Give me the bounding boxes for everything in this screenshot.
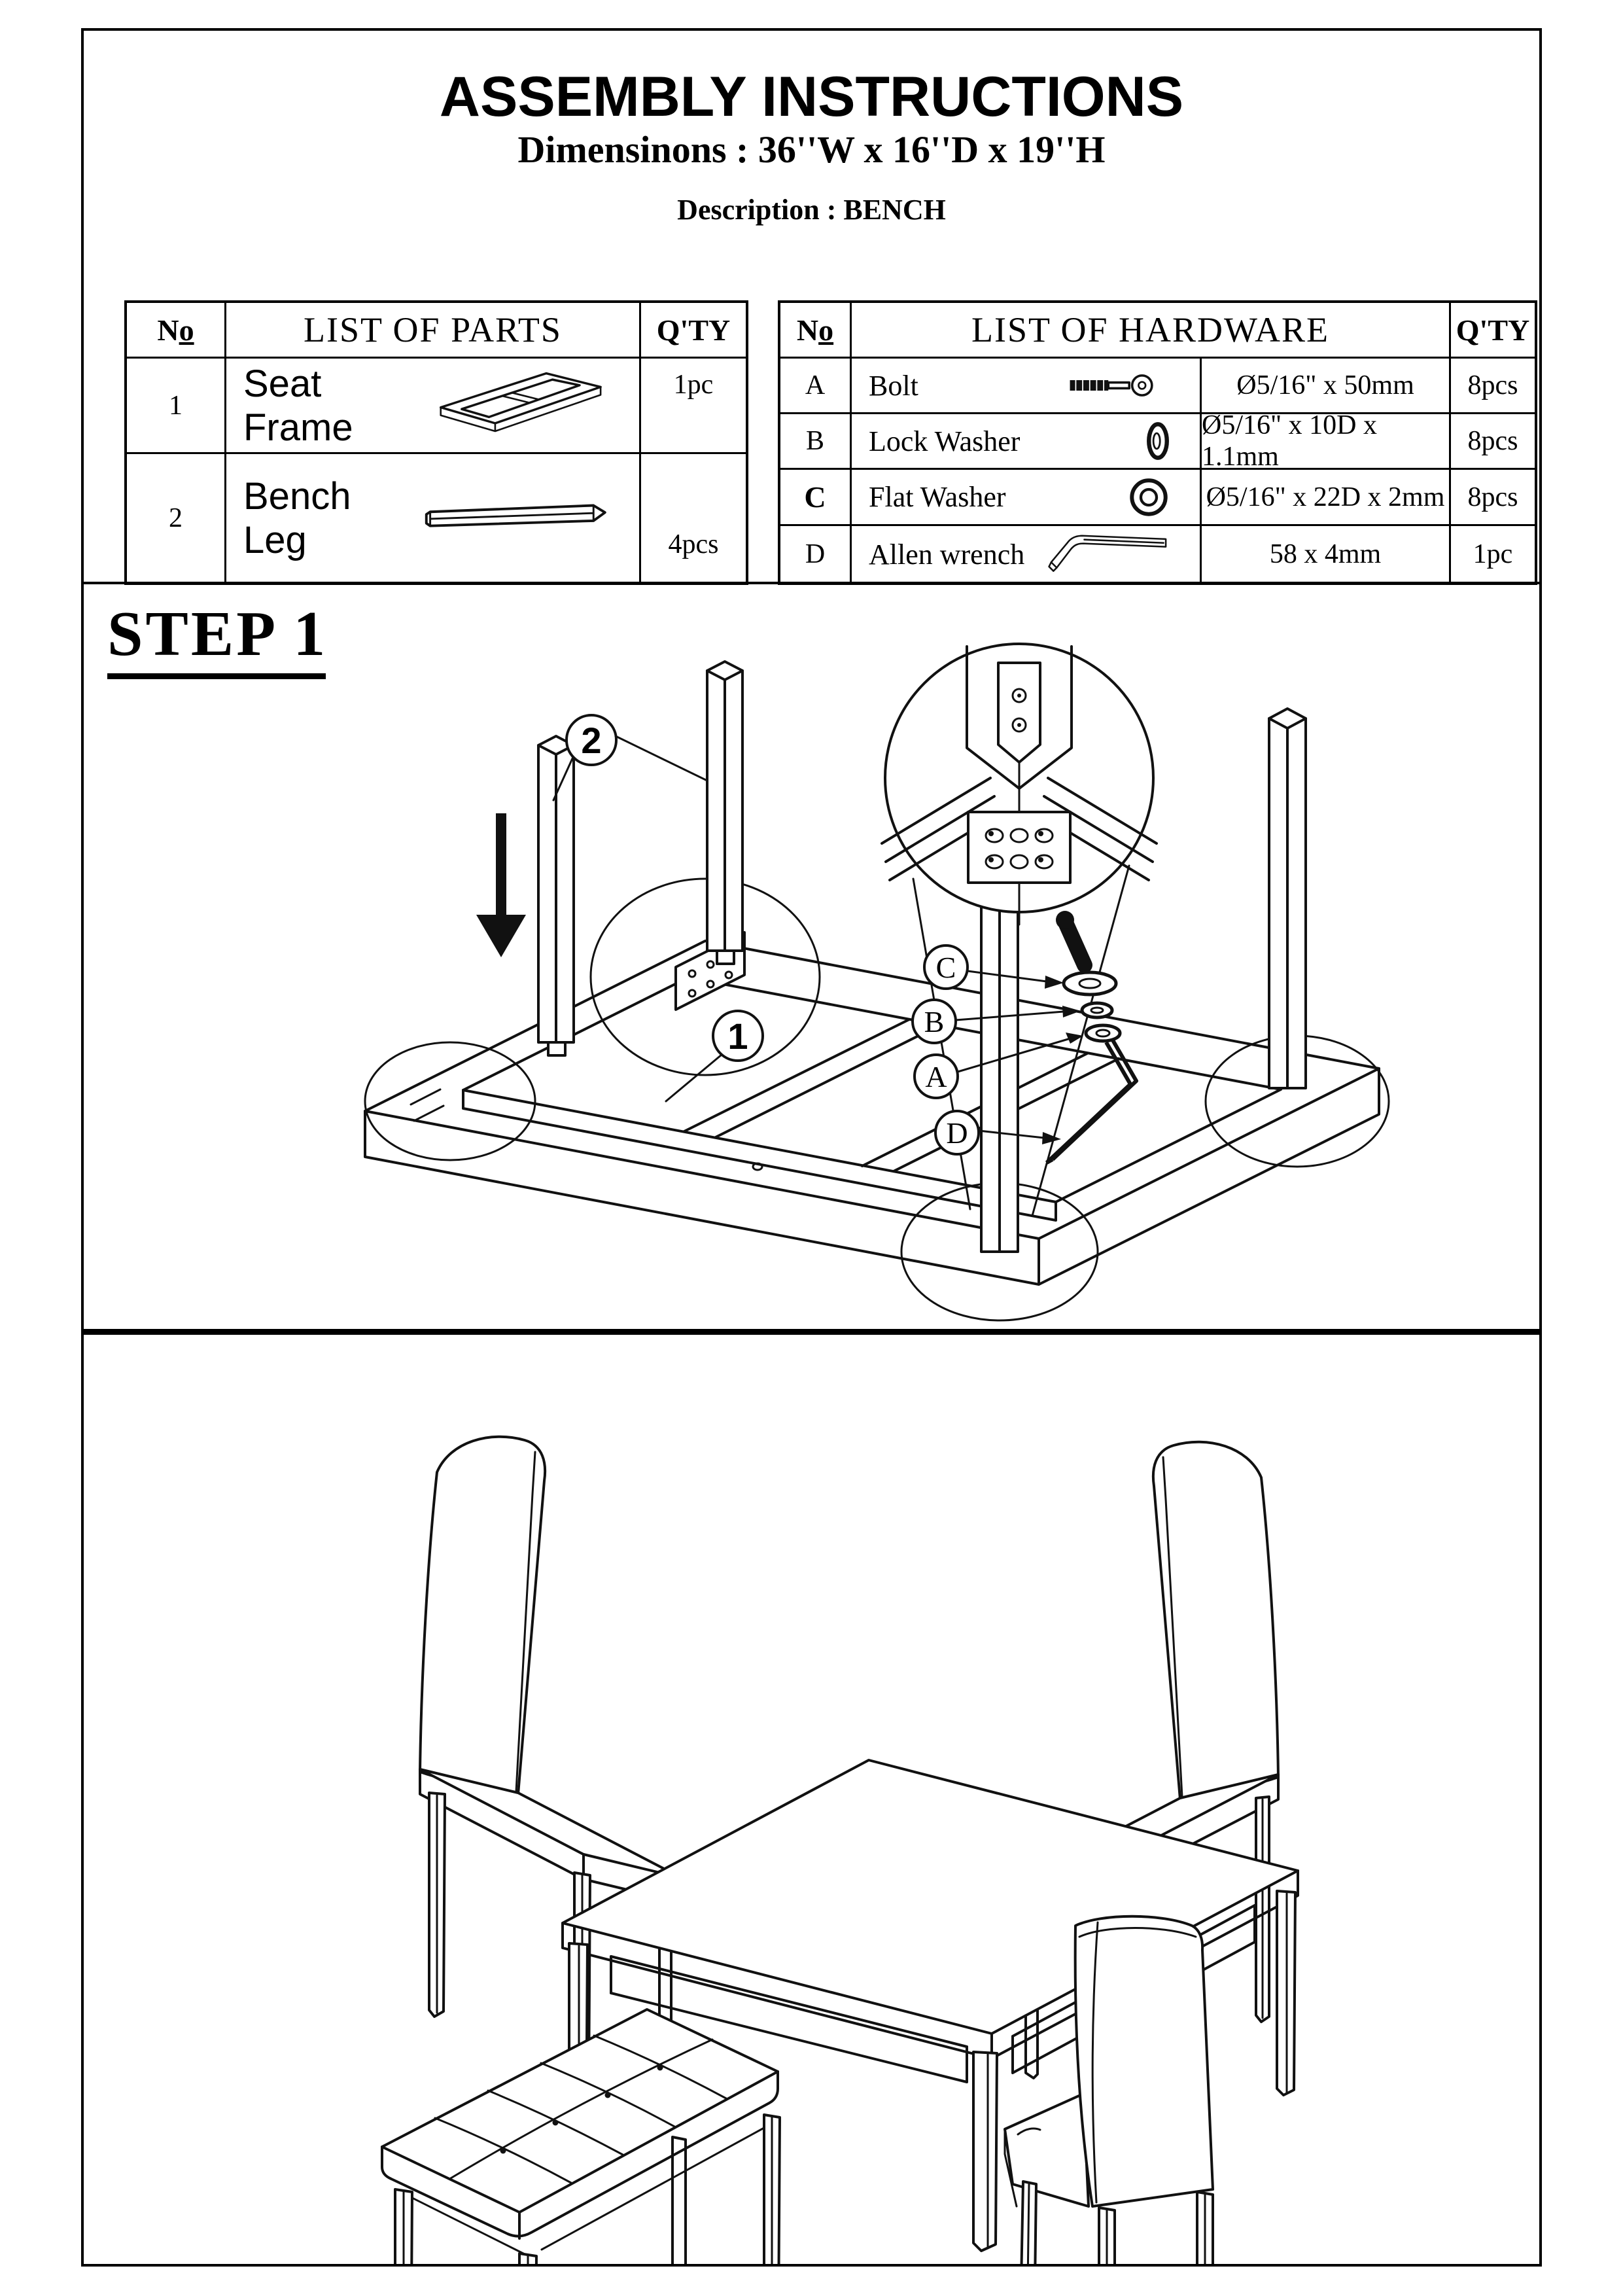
page-border: [81, 28, 1542, 2267]
parts-row-no: 2: [127, 454, 226, 582]
parts-row-qty: 4pcs: [668, 529, 719, 559]
down-arrow-icon: [476, 813, 526, 957]
lock-washer-icon: [1082, 1003, 1112, 1017]
description-line: Description : BENCH: [677, 194, 946, 226]
dimensions-line: Dimensinons : 36''W x 16''D x 19''H: [517, 128, 1106, 171]
flat-washer-icon: [1064, 972, 1116, 995]
seat-frame-icon: [428, 363, 612, 448]
svg-text:C: C: [935, 951, 956, 984]
hw-row-spec: Ø5/16" x 10D x 1.1mm: [1202, 414, 1451, 470]
chair-back-left: [420, 1437, 682, 2093]
hw-row-spec: 58 x 4mm: [1202, 526, 1451, 582]
svg-text:B: B: [924, 1005, 945, 1038]
hw-qty-header: Q'TY: [1451, 303, 1535, 359]
parts-table: [124, 300, 748, 585]
hw-row-spec: Ø5/16" x 50mm: [1202, 359, 1451, 414]
lock-washer-icon: [1143, 418, 1172, 464]
step1-section: [84, 582, 1539, 1329]
flat-washer-icon: [1125, 474, 1172, 521]
hw-row-name: Lock Washer: [852, 414, 1202, 470]
hw-row-no: D: [780, 526, 852, 582]
svg-text:D: D: [946, 1116, 968, 1150]
callout-bench-leg: [553, 715, 707, 800]
hw-row-name: Flat Washer: [852, 470, 1202, 526]
parts-title-header: LIST OF PARTS: [226, 303, 641, 359]
seat-frame-drawing: [365, 941, 1379, 1284]
parts-no-header: N o: [127, 303, 226, 359]
bolt-icon: [1068, 366, 1172, 404]
step1-heading: STEP 1: [107, 597, 328, 679]
step1-diagram: [84, 584, 1539, 1326]
bench: [382, 2009, 780, 2264]
svg-text:1: 1: [727, 1016, 748, 1057]
allen-wrench-icon: [1041, 528, 1172, 580]
hw-row-name: Bolt: [852, 359, 1202, 414]
parts-qty-header: Q'TY: [641, 303, 746, 359]
parts-row-name: [226, 454, 641, 582]
hardware-table: [778, 300, 1537, 585]
hw-title-header: LIST OF HARDWARE: [852, 303, 1451, 359]
header-section: [84, 31, 1539, 582]
part-name: Seat Frame: [243, 362, 353, 449]
hw-row-name: Allen wrench: [852, 526, 1202, 582]
bench-leg-icon: [420, 492, 612, 544]
hw-row-qty: 1pc: [1473, 539, 1513, 569]
assembled-set-diagram: [84, 1335, 1539, 2264]
svg-text:A: A: [925, 1060, 947, 1093]
parts-row-no: 1: [127, 359, 226, 454]
part-name: Bench Leg: [243, 475, 351, 561]
hw-row-no: C: [780, 470, 852, 526]
svg-text:2: 2: [581, 720, 602, 761]
hw-no-header: N o: [780, 303, 852, 359]
parts-row-qty: 1pc: [641, 359, 746, 454]
parts-row-name: [226, 359, 641, 454]
detail-circle: [882, 644, 1157, 925]
hw-row-spec: Ø5/16" x 22D x 2mm: [1202, 470, 1451, 526]
hw-row-no: B: [780, 414, 852, 470]
hw-row-no: A: [780, 359, 852, 414]
assembled-view-section: [84, 1329, 1539, 2264]
hw-row-qty: 8pcs: [1451, 414, 1535, 470]
page-title: ASSEMBLY INSTRUCTIONS: [439, 65, 1184, 128]
bolt-head-icon: [1086, 1025, 1120, 1041]
hw-row-qty: 8pcs: [1451, 359, 1535, 414]
hw-row-qty: 8pcs: [1451, 470, 1535, 526]
